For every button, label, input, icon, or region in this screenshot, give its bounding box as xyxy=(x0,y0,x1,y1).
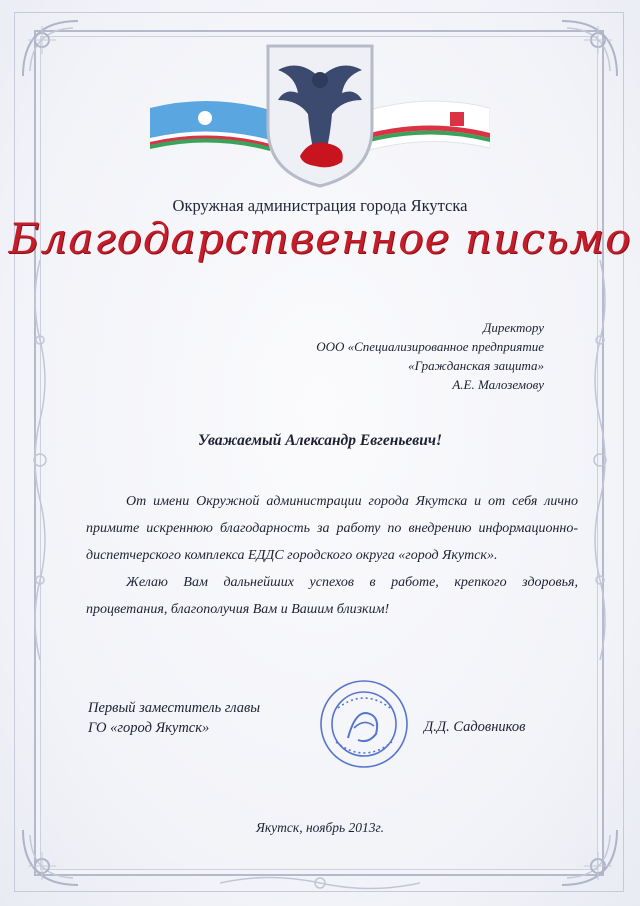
emblem-icon xyxy=(150,38,490,188)
letter-body xyxy=(86,488,578,623)
place-date: Якутск, ноябрь 2013г. xyxy=(255,820,385,835)
addressee-line: Директору xyxy=(483,320,544,335)
corner-ornament-top-left xyxy=(18,16,88,86)
shield xyxy=(268,46,372,186)
signatory-name: Д.Д. Садовников xyxy=(424,719,526,735)
position-line: ГО «город Якутск» xyxy=(88,720,210,736)
greeting: Уважаемый Александр Евгеньевич! xyxy=(197,432,443,449)
addressee-block xyxy=(316,318,544,394)
document-title: Благодарственное письмо xyxy=(8,214,632,263)
addressee-line: «Гражданская защита» xyxy=(408,358,544,373)
position-line: Первый заместитель главы xyxy=(88,700,261,716)
addressee-line: А.Е. Малоземову xyxy=(452,377,544,392)
stamp-icon xyxy=(318,678,410,770)
flag-left xyxy=(150,101,270,151)
bottom-ornament xyxy=(220,872,420,894)
flag-right xyxy=(370,101,490,150)
side-ornament-right xyxy=(588,260,612,660)
side-ornament-left xyxy=(28,260,52,660)
corner-ornament-top-right xyxy=(552,16,622,86)
addressee-line: ООО «Специализированное предприятие xyxy=(316,339,544,354)
signatory-position xyxy=(88,698,260,738)
body-paragraph: Желаю Вам дальнейших успехов в работе, крепкого здоровья, процветания, благополучия Вам и Вашим близким! xyxy=(86,575,578,617)
organization-name: Окружная администрация города Якутска xyxy=(172,196,468,215)
body-paragraph: От имени Окружной администрации города Якутска и от себя лично примите искреннюю благодарность за работу по внедрению информационно-диспетчерского комплекса ЕДДС городского округа «город Якутск». xyxy=(86,494,578,563)
